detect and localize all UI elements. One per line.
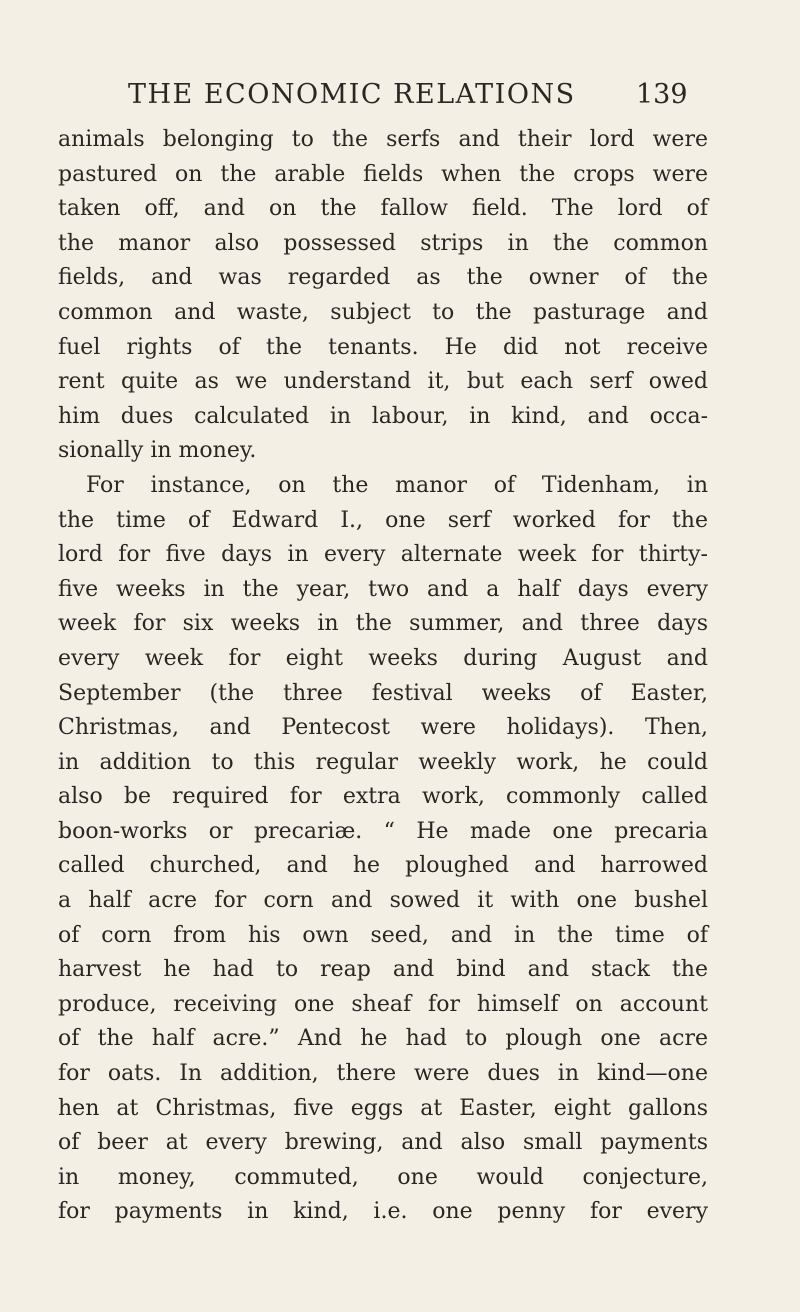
text-line: the manor also possessed strips in the common (58, 230, 708, 256)
text-line: him dues calculated in labour, in kind, and occa- (58, 403, 708, 429)
text-line: in money, commuted, one would conjecture, (58, 1164, 708, 1190)
text-line: common and waste, subject to the pasturage and (58, 299, 708, 325)
running-head (0, 78, 800, 118)
text-line: fields, and was regarded as the owner of the (58, 265, 708, 291)
page-number: 139 (636, 79, 688, 110)
text-line: of beer at every brewing, and also small payments (58, 1130, 708, 1156)
text-line: boon-works or precariæ. “ He made one precaria (58, 818, 708, 844)
text-line: hen at Christmas, five eggs at Easter, eight gallons (58, 1095, 708, 1121)
text-line: Christmas, and Pentecost were holidays). Then, (58, 715, 708, 741)
text-line: animals belonging to the serfs and their lord were (58, 127, 708, 152)
text-line: for payments in kind, i.e. one penny for every (58, 1199, 708, 1225)
body-text (58, 123, 708, 1230)
text-line: also be required for extra work, commonly called (58, 784, 708, 810)
text-line: of the half acre.” And he had to plough one acre (58, 1026, 708, 1052)
text-line: September (the three festival weeks of Easter, (58, 680, 708, 706)
text-line: sionally in money. (58, 438, 257, 464)
text-line: for oats. In addition, there were dues in kind—one (58, 1061, 708, 1087)
text-line: taken off, and on the fallow field. The lord of (58, 196, 708, 222)
text-line: week for six weeks in the summer, and three days (58, 611, 708, 637)
text-line: a half acre for corn and sowed it with one bushel (58, 888, 708, 914)
text-line: every week for eight weeks during August and (58, 645, 708, 671)
text-line: pastured on the arable fields when the crops were (58, 161, 708, 187)
text-line: the time of Edward I., one serf worked for the (58, 507, 708, 533)
text-line: called churched, and he ploughed and harrowed (58, 853, 708, 879)
text-line: lord for five days in every alternate week for thirty- (58, 542, 708, 568)
text-line: five weeks in the year, two and a half days every (58, 576, 708, 602)
text-line: fuel rights of the tenants. He did not receive (58, 334, 708, 360)
text-line: rent quite as we understand it, but each serf owed (58, 369, 708, 395)
text-line: harvest he had to reap and bind and stack the (58, 957, 708, 983)
text-line: For instance, on the manor of Tidenham, in (86, 472, 708, 498)
running-title: THE ECONOMIC RELATIONS (128, 79, 576, 110)
text-line: produce, receiving one sheaf for himself on account (58, 991, 708, 1017)
text-line: in addition to this regular weekly work, he could (58, 749, 708, 775)
text-line: of corn from his own seed, and in the time of (58, 922, 708, 948)
